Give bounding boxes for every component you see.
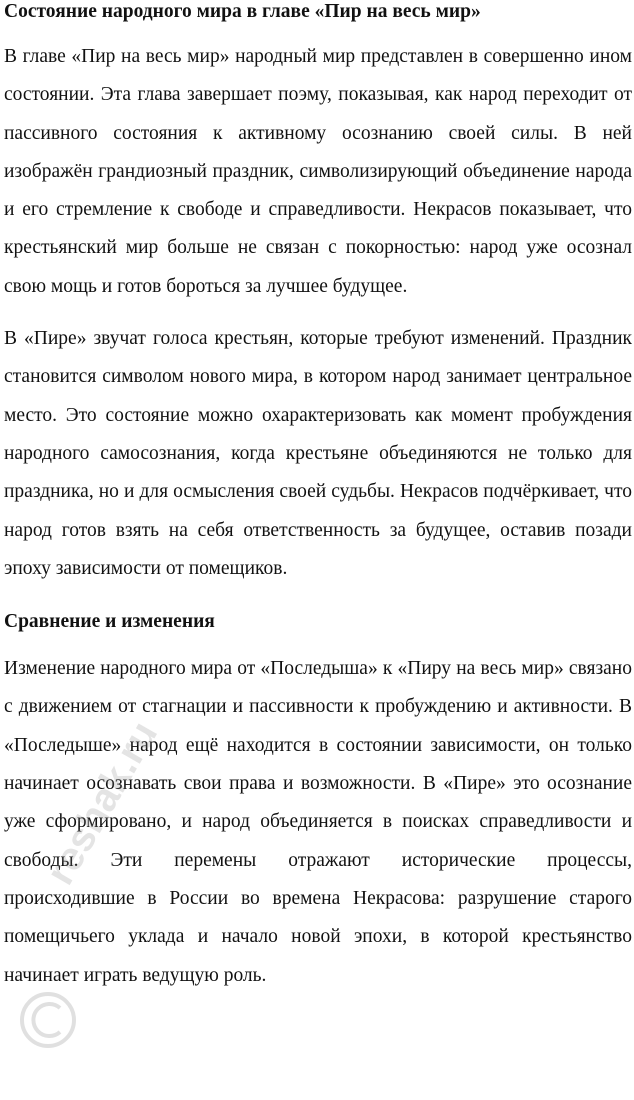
paragraph-feast-state: В главе «Пир на весь мир» народный мир представлен в совершенно ином состоянии. Эта глава завершает поэму, показывая, как народ переходит от пассивного состояния к активному осознанию своей силы. В ней изображён грандиозный праздник, символизирующий объединение народа и его стремление к свободе и справедливости. Некрасов показывает, что крестьянский мир больше не связан с покорностью: народ уже осознал свою мощь и готов бороться за лучшее будущее. <box>4 46 632 297</box>
paragraph-feast-voices: В «Пире» звучат голоса крестьян, которые требуют изменений. Праздник становится символом нового мира, в котором народ занимает центральное место. Это состояние можно охарактеризовать как момент пробуждения народного самосознания, когда крестьяне объединяются не только для праздника, но и для осмысления своей судьбы. Некрасов подчёркивает, что народ готов взять на себя ответственность за будущее, оставив позади эпоху зависимости от помещиков. <box>4 328 632 579</box>
document-page <box>4 0 632 995</box>
section-heading-feast: Состояние народного мира в главе «Пир на весь мир» <box>4 1 481 22</box>
paragraph-comparison: Изменение народного мира от «Последыша» к «Пиру на весь мир» связано с движением от стагнации и пассивности к пробуждению и активности. В «Последыше» народ ещё находится в состоянии зависимости, он только начинает осознавать свои права и возможности. В «Пире» это осознание уже сформировано, и народ объединяется в поисках справедливости и свободы. Эти перемены отражают исторические процессы, происходившие в России во времена Некрасова: разрушение старого помещичьего уклада и начало новой эпохи, в которой крестьянство начинает играть ведущую роль. <box>4 658 632 986</box>
watermark-text: reshak.ru <box>38 714 167 892</box>
section-heading-comparison: Сравнение и изменения <box>4 611 215 633</box>
